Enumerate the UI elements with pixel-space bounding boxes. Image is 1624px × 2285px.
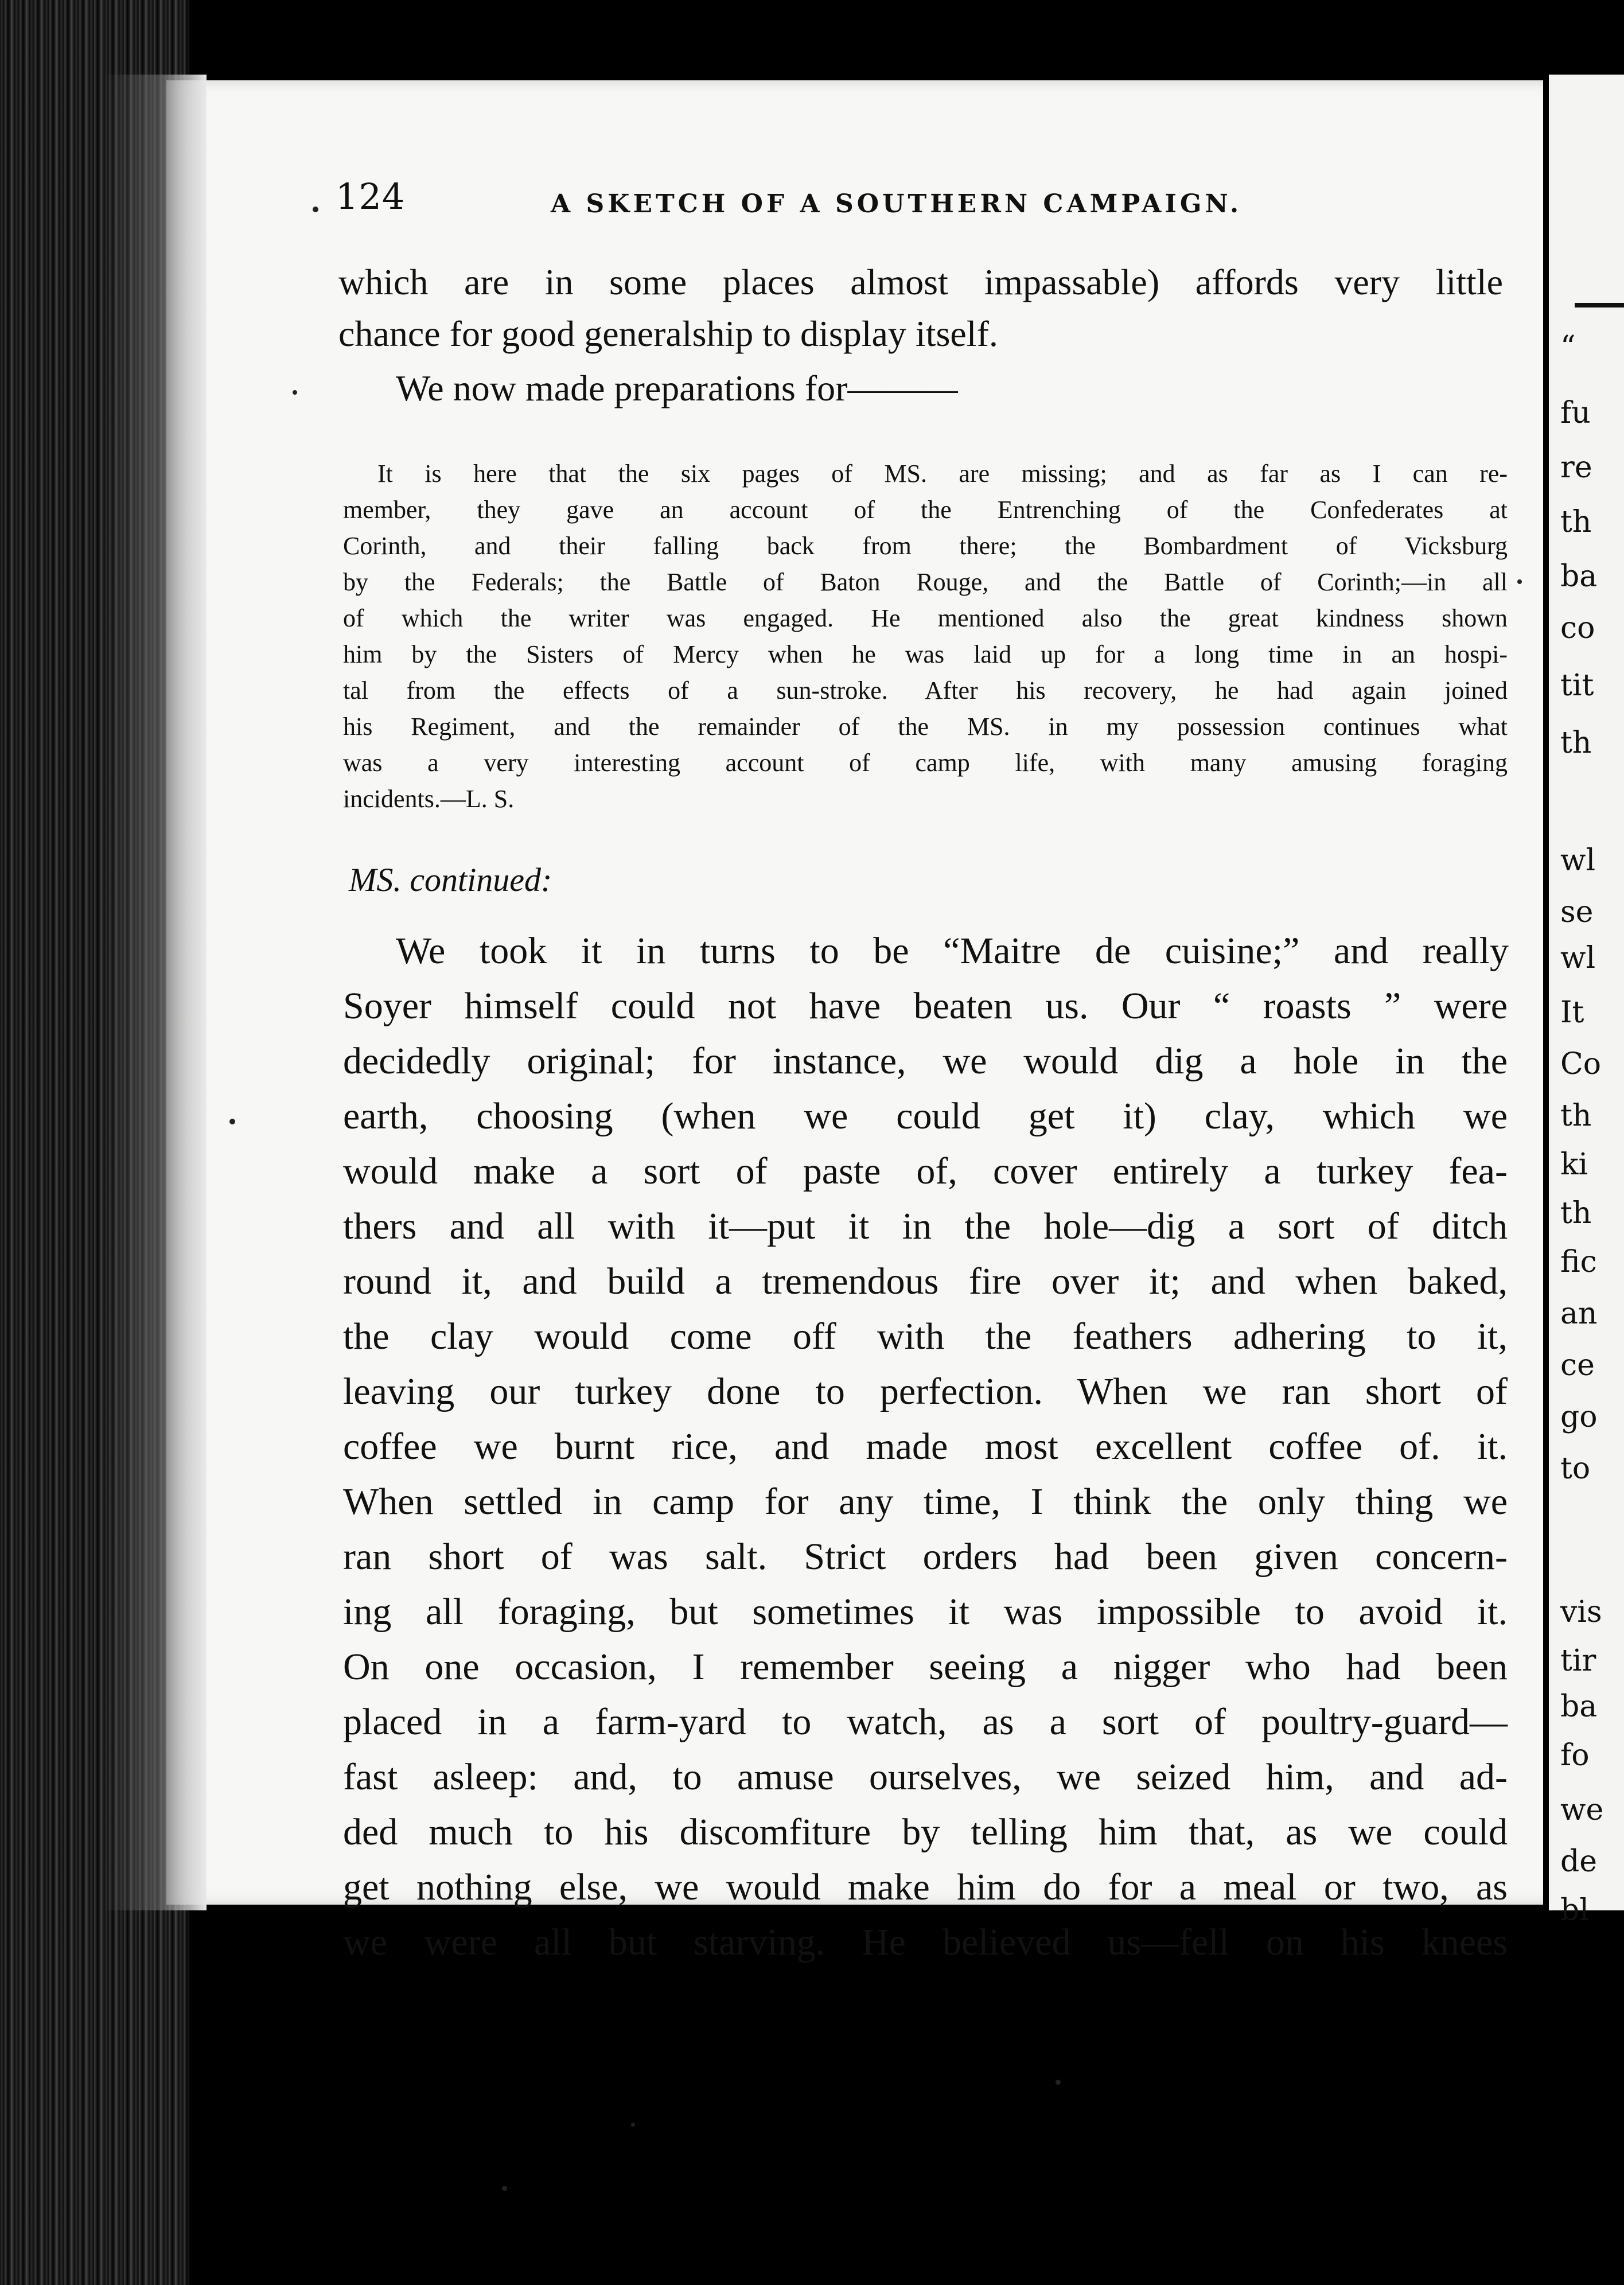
body-line-18: get nothing else, we would make him do for a meal or two, as — [343, 1866, 1508, 1908]
scan-speck — [502, 2186, 507, 2191]
adjacent-page-fragment: vis — [1560, 1595, 1602, 1629]
body-line-13: ing all foraging, but sometimes it was impossible to avoid it. — [343, 1591, 1508, 1633]
body-line-9: leaving our turkey done to perfection. When we ran short of — [343, 1371, 1508, 1412]
adjacent-page-fragment: an — [1560, 1297, 1598, 1331]
body-line-11: When settled in camp for any time, I think the only thing we — [343, 1481, 1508, 1523]
adjacent-page-fragment: It — [1560, 995, 1584, 1030]
body-line-6: thers and all with it—put it in the hole—dig a sort of ditch — [343, 1205, 1508, 1247]
note-line-2: member, they gave an account of the Entrenching of the Confederates at — [343, 496, 1508, 524]
adjacent-page-fragment: tir — [1560, 1644, 1596, 1678]
body-line-10: coffee we burnt rice, and made most excellent coffee of. it. — [343, 1426, 1508, 1467]
adjacent-page-fragment: tit — [1560, 668, 1594, 703]
adjacent-page-fragment: wl — [1560, 941, 1596, 975]
body-line-5: would make a sort of paste of, cover entirely a turkey fea- — [343, 1150, 1508, 1192]
body-line-4: earth, choosing (when we could get it) clay, which we — [343, 1095, 1508, 1137]
adjacent-page-fragment: bl — [1560, 1893, 1589, 1928]
body-line-16: fast asleep: and, to amuse ourselves, we seized him, and ad- — [343, 1756, 1508, 1798]
top-line-2: chance for good generalship to display itself. — [338, 313, 998, 354]
adjacent-page-fragment: de — [1560, 1844, 1598, 1879]
binding-shadow — [103, 75, 207, 1910]
note-line-8: his Regiment, and the remainder of the MS. in my possession continues what — [343, 713, 1508, 741]
scan-speck — [313, 207, 318, 212]
note-line-9: was a very interesting account of camp life, with many amusing foraging — [343, 749, 1508, 777]
note-line-4: by the Federals; the Battle of Baton Rouge, and the Battle of Corinth;—in all — [343, 568, 1508, 596]
body-line-14: On one occasion, I remember seeing a nigger who had been — [343, 1646, 1508, 1688]
adjacent-page-fragment: ce — [1560, 1348, 1595, 1383]
top-line-1: which are in some places almost impassable) affords very little — [338, 262, 1503, 302]
adjacent-page-fragment: se — [1560, 895, 1594, 929]
body-line-17: ded much to his discomfiture by telling him that, as we could — [343, 1811, 1508, 1853]
scan-speck — [631, 2123, 635, 2127]
running-head: A SKETCH OF A SOUTHERN CAMPAIGN. — [551, 189, 1243, 219]
note-line-5: of which the writer was engaged. He mentioned also the great kindness shown — [343, 604, 1508, 632]
body-line-8: the clay would come off with the feathers adhering to it, — [343, 1315, 1508, 1357]
adjacent-page-fragment: fic — [1560, 1245, 1597, 1279]
scan-speck — [293, 390, 297, 395]
adjacent-page-fragment: th — [1560, 726, 1592, 760]
adjacent-page-fragment: th — [1560, 1196, 1592, 1231]
section-label: MS. continued: — [349, 861, 552, 898]
body-line-15: placed in a farm-yard to watch, as a sort of poultry-guard— — [343, 1701, 1508, 1743]
body-line-3: decidedly original; for instance, we would dig a hole in the — [343, 1040, 1508, 1082]
adjacent-page-fragment: ba — [1560, 559, 1598, 594]
adjacent-page-rule — [1575, 303, 1624, 307]
adjacent-page-fragment: ba — [1560, 1690, 1598, 1724]
note-line-7: tal from the effects of a sun-stroke. After his recovery, he had again joined — [343, 676, 1508, 704]
note-line-1: It is here that the six pages of MS. are missing; and as far as I can re- — [377, 460, 1508, 488]
adjacent-page-fragment: “ — [1560, 330, 1576, 364]
adjacent-page-fragment: co — [1560, 611, 1595, 645]
scan-speck — [229, 1119, 235, 1124]
page-number: 124 — [336, 176, 406, 217]
scan-speck — [1517, 579, 1522, 584]
adjacent-page-fragment: th — [1560, 505, 1592, 539]
adjacent-page-fragment: wl — [1560, 843, 1596, 878]
adjacent-page-fragment: re — [1560, 450, 1592, 485]
body-line-19: we were all but starving. He believed us—fell on his knees — [343, 1921, 1508, 1963]
adjacent-page-fragment: go — [1560, 1400, 1598, 1434]
note-line-10: incidents.—L. S. — [343, 785, 515, 813]
body-line-12: ran short of was salt. Strict orders had been given concern- — [343, 1536, 1508, 1578]
adjacent-page-fragment: Co — [1560, 1047, 1602, 1081]
top-line-3: We now made preparations for——— — [396, 368, 958, 408]
adjacent-page-fragment: we — [1560, 1793, 1604, 1827]
note-line-3: Corinth, and their falling back from there; the Bombardment of Vicksburg — [343, 532, 1508, 560]
body-line-2: Soyer himself could not have beaten us. Our “ roasts ” were — [343, 985, 1508, 1027]
adjacent-page-fragment: to — [1560, 1451, 1591, 1486]
adjacent-page-fragment: ki — [1560, 1147, 1588, 1182]
adjacent-page-fragment: fo — [1560, 1738, 1590, 1773]
adjacent-page-fragment: fu — [1560, 396, 1591, 430]
body-line-7: round it, and build a tremendous fire over it; and when baked, — [343, 1260, 1508, 1302]
note-line-6: him by the Sisters of Mercy when he was laid up for a long time in an hospi- — [343, 640, 1508, 668]
adjacent-page-fragment: th — [1560, 1099, 1592, 1133]
scan-speck — [1056, 2080, 1061, 2085]
body-line-1: We took it in turns to be “Maitre de cuisine;” and really — [396, 930, 1509, 972]
